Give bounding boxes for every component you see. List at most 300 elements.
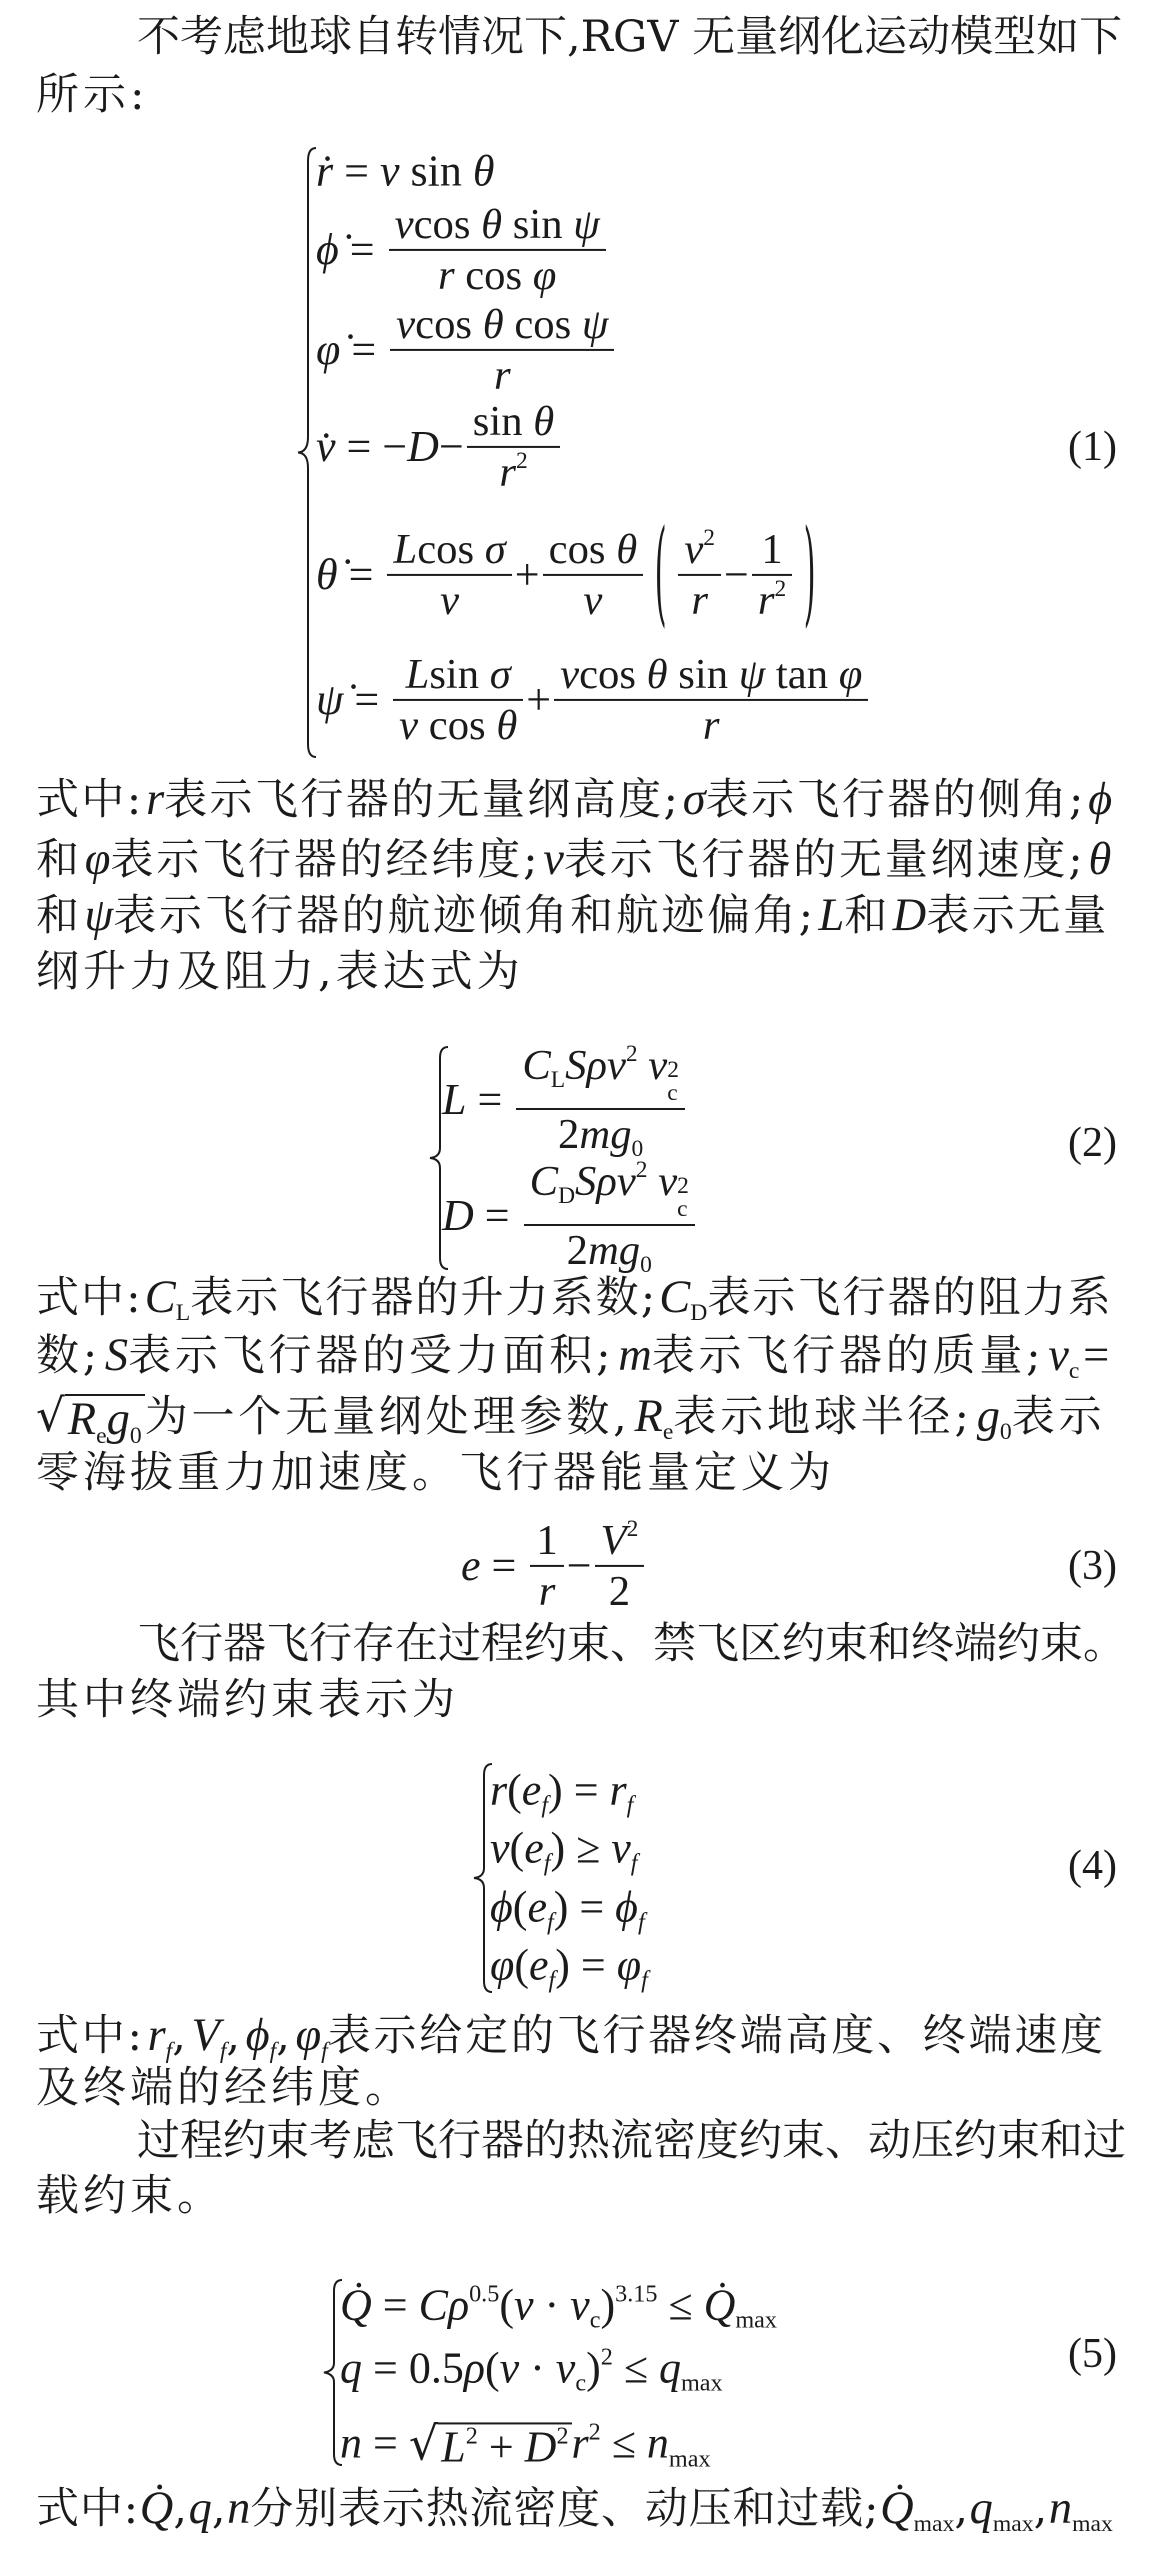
text-run: 所示: bbox=[36, 70, 149, 120]
text-run: , bbox=[954, 2484, 969, 2534]
math-text: cos bbox=[579, 650, 647, 698]
math-symbol bbox=[610, 1110, 644, 1163]
math-text: θ bbox=[472, 146, 495, 196]
equation-row bbox=[316, 506, 824, 640]
text-run: 表示飞行器的质量; bbox=[651, 1331, 1045, 1381]
math-symbol bbox=[555, 2343, 587, 2398]
math-symbol bbox=[647, 650, 668, 699]
math-text: v bbox=[1048, 1330, 1069, 1381]
math-symbol bbox=[140, 2480, 174, 2538]
math-symbol bbox=[525, 2424, 569, 2470]
math-symbol bbox=[336, 422, 408, 473]
math-symbol bbox=[429, 650, 489, 699]
math-text: cos bbox=[454, 252, 533, 299]
square-root bbox=[36, 1387, 145, 1449]
fraction-denominator bbox=[577, 576, 608, 625]
math-symbol bbox=[536, 1516, 557, 1565]
math-symbol bbox=[316, 422, 336, 473]
math-text: θ bbox=[496, 702, 518, 749]
subscript: max bbox=[668, 2445, 711, 2473]
subscript: f bbox=[165, 2038, 173, 2065]
math-symbol bbox=[485, 2344, 500, 2395]
superscript: 2 bbox=[465, 2422, 478, 2450]
math-symbol bbox=[765, 650, 838, 699]
math-text: − bbox=[724, 549, 749, 599]
math-text: cos bbox=[548, 525, 617, 573]
math-symbol bbox=[519, 2344, 556, 2395]
math-symbol bbox=[601, 1516, 639, 1565]
math-text: ( bbox=[514, 1940, 529, 1990]
math-symbol bbox=[502, 200, 573, 249]
math-text: Cρ bbox=[418, 2280, 470, 2330]
equation-number: (5) bbox=[1068, 2331, 1117, 2377]
math-text: 2 bbox=[558, 1110, 580, 1158]
math-text: ) ≥ bbox=[550, 1823, 612, 1873]
left-brace-icon bbox=[296, 147, 318, 758]
text-run: 飞行器飞行存在过程约束、禁飞区约束和终端约束。 bbox=[137, 1619, 1126, 1669]
math-text: cos bbox=[418, 702, 497, 749]
math-symbol bbox=[521, 1765, 549, 1820]
subscript: f bbox=[626, 1792, 634, 1820]
math-text: σ bbox=[484, 525, 506, 573]
math-symbol bbox=[478, 2424, 525, 2470]
subscript: 0 bbox=[631, 1136, 644, 1163]
math-text: C bbox=[529, 1157, 559, 1205]
math-text: r bbox=[757, 577, 775, 624]
fraction-denominator bbox=[552, 1110, 649, 1163]
math-symbol bbox=[340, 325, 387, 376]
math-symbol bbox=[567, 1541, 592, 1592]
math-symbol bbox=[67, 1394, 107, 1449]
math-text: θ bbox=[1088, 834, 1112, 885]
math-symbol bbox=[481, 200, 502, 249]
math-symbol bbox=[514, 2281, 534, 2332]
fraction bbox=[467, 397, 560, 497]
fraction-numerator bbox=[389, 200, 606, 249]
fraction-denominator bbox=[533, 1567, 562, 1616]
math-text: r bbox=[609, 1765, 627, 1815]
math-symbol bbox=[618, 1327, 652, 1385]
text-run: 和 bbox=[36, 835, 82, 885]
text-run: 式中: bbox=[36, 775, 144, 825]
math-symbol bbox=[691, 576, 708, 625]
superscript: 2 bbox=[588, 2418, 601, 2446]
equation-row bbox=[316, 300, 617, 400]
math-symbol bbox=[529, 1940, 556, 1995]
math-symbol bbox=[522, 1041, 566, 1094]
math-text: 1 bbox=[761, 525, 783, 573]
paragraph-line bbox=[137, 2112, 1126, 2170]
fraction-denominator bbox=[603, 1567, 636, 1616]
math-symbol bbox=[1048, 1327, 1079, 1392]
math-text: θ̇ bbox=[316, 549, 338, 599]
text-run: 表示给定的飞行器终端高度、终端速度 bbox=[327, 2011, 1106, 2061]
math-text: r bbox=[499, 449, 516, 496]
fraction bbox=[530, 1516, 563, 1616]
fraction bbox=[752, 525, 792, 625]
math-text: = bbox=[343, 674, 391, 724]
math-text: φ bbox=[84, 834, 111, 885]
math-symbol bbox=[316, 550, 338, 601]
math-symbol bbox=[500, 2344, 520, 2395]
radical-sign-icon: √ bbox=[408, 2416, 439, 2471]
subscript: L bbox=[550, 1067, 566, 1094]
math-text: v bbox=[684, 525, 704, 573]
math-symbol bbox=[227, 2480, 250, 2538]
math-symbol bbox=[189, 2480, 212, 2538]
math-symbol bbox=[609, 1765, 634, 1820]
math-symbol bbox=[473, 397, 533, 446]
fraction bbox=[543, 525, 644, 625]
math-text: ( bbox=[507, 1765, 522, 1815]
math-text: Q̇ bbox=[340, 2280, 372, 2330]
math-text: tan bbox=[765, 650, 839, 698]
math-symbol bbox=[579, 650, 647, 699]
math-text: L bbox=[441, 2422, 466, 2472]
math-text: n bbox=[227, 2483, 251, 2534]
math-text: ) = bbox=[555, 1940, 617, 1990]
math-text: D bbox=[524, 2422, 557, 2472]
math-text: = bbox=[371, 2280, 419, 2330]
subscript: c bbox=[677, 1196, 688, 1223]
math-text: Sρv bbox=[575, 1157, 636, 1205]
math-symbol bbox=[657, 2281, 703, 2332]
math-symbol bbox=[550, 1824, 611, 1875]
math-symbol bbox=[613, 2344, 659, 2395]
right-paren-icon: ) bbox=[803, 506, 816, 640]
fraction-numerator bbox=[530, 1516, 563, 1565]
math-text: Q̇ bbox=[703, 2280, 736, 2330]
superscript: 2 bbox=[515, 448, 528, 475]
math-symbol bbox=[499, 2281, 514, 2332]
paragraph-line bbox=[36, 771, 1117, 829]
equation-row bbox=[490, 1823, 638, 1878]
sub-superscript bbox=[677, 1172, 689, 1223]
superscript: 2 bbox=[703, 525, 716, 552]
math-symbol bbox=[579, 1110, 610, 1159]
paragraph-line bbox=[137, 1615, 1126, 1673]
math-symbol bbox=[393, 525, 417, 574]
math-text: ) bbox=[600, 2280, 616, 2330]
subscript: 0 bbox=[129, 1422, 142, 1449]
math-symbol bbox=[464, 2344, 485, 2395]
math-symbol bbox=[543, 831, 564, 889]
math-symbol bbox=[970, 2480, 1034, 2545]
math-text: ϕ bbox=[245, 2010, 270, 2061]
fraction bbox=[595, 1516, 645, 1616]
math-text: = bbox=[338, 224, 386, 274]
math-symbol bbox=[414, 200, 482, 249]
subscript: f bbox=[630, 1850, 638, 1878]
text-run: , bbox=[276, 2011, 293, 2061]
math-symbol bbox=[583, 576, 602, 625]
math-symbol bbox=[534, 2281, 571, 2332]
text-run: 载约束。 bbox=[36, 2171, 224, 2221]
fraction-numerator bbox=[467, 397, 560, 446]
math-symbol bbox=[684, 525, 715, 574]
radicand bbox=[65, 1394, 145, 1449]
superscript: 2 bbox=[667, 1056, 679, 1083]
equation-row bbox=[340, 2416, 711, 2473]
math-text: r bbox=[538, 1568, 556, 1615]
math-text: v bbox=[490, 1823, 510, 1873]
math-text: sin bbox=[429, 650, 490, 698]
math-symbol bbox=[440, 576, 459, 625]
math-text: · bbox=[533, 2280, 571, 2330]
subscript: f bbox=[543, 1850, 551, 1878]
math-text: V bbox=[600, 1516, 627, 1564]
math-symbol bbox=[558, 1110, 579, 1159]
text-run: 不考虑地球自转情况下,RGV 无量纲化运动模型如下 bbox=[137, 12, 1123, 62]
math-symbol bbox=[407, 422, 439, 473]
math-text: r bbox=[702, 702, 720, 749]
math-symbol bbox=[683, 771, 706, 829]
math-text: φ̇ bbox=[316, 324, 341, 374]
subscript: f bbox=[269, 2038, 277, 2065]
math-symbol bbox=[483, 300, 504, 349]
fraction-numerator bbox=[678, 525, 721, 574]
math-text: v bbox=[611, 1823, 631, 1873]
math-symbol bbox=[659, 1269, 707, 1334]
text-run: 表示 bbox=[1011, 1392, 1106, 1442]
math-symbol bbox=[588, 1226, 619, 1275]
math-symbol bbox=[893, 887, 927, 945]
math-symbol bbox=[439, 422, 464, 473]
fraction-denominator bbox=[561, 1226, 658, 1279]
math-text: r bbox=[691, 577, 708, 624]
equation-number: (1) bbox=[1068, 424, 1117, 470]
math-text: Q̇ bbox=[139, 2483, 174, 2534]
math-text: q bbox=[188, 2483, 212, 2534]
text-run: 表示飞行器的经纬度; bbox=[110, 835, 541, 885]
equation-row bbox=[490, 1765, 634, 1820]
text-run: 及终端的经纬度。 bbox=[36, 2063, 412, 2113]
math-symbol bbox=[609, 1567, 630, 1616]
math-text: e bbox=[524, 1823, 544, 1873]
math-symbol bbox=[417, 525, 485, 574]
math-text: φ bbox=[616, 1940, 642, 1990]
math-symbol bbox=[362, 2419, 409, 2470]
math-text: σ bbox=[682, 774, 706, 825]
math-symbol bbox=[586, 2344, 613, 2395]
math-symbol bbox=[490, 650, 511, 699]
math-text: V bbox=[191, 2010, 220, 2061]
math-text bbox=[648, 1157, 659, 1206]
math-text: = 0.5 bbox=[362, 2343, 464, 2393]
math-text: r bbox=[493, 352, 511, 399]
text-run: 为一个无量纲处理参数, bbox=[144, 1392, 631, 1442]
math-symbol bbox=[466, 1075, 513, 1126]
math-text: q bbox=[969, 2483, 993, 2534]
math-text: v bbox=[499, 2343, 520, 2393]
equation-row bbox=[490, 1940, 648, 1995]
math-symbol bbox=[533, 251, 557, 300]
math-text: D bbox=[442, 1190, 474, 1240]
subscript: f bbox=[541, 1792, 549, 1820]
math-symbol bbox=[474, 1191, 521, 1242]
math-symbol bbox=[724, 550, 749, 601]
math-text: S bbox=[104, 1330, 129, 1381]
math-symbol bbox=[496, 701, 517, 750]
subscript: c bbox=[667, 1080, 678, 1107]
math-text: L bbox=[405, 650, 430, 698]
equation-row bbox=[461, 1516, 647, 1616]
text-run: 式中: bbox=[36, 2484, 139, 2534]
math-text: ( bbox=[509, 1823, 525, 1873]
math-text: v bbox=[543, 834, 564, 885]
math-text: g bbox=[610, 1110, 632, 1158]
subscript: max bbox=[992, 2511, 1034, 2538]
math-text: = bbox=[480, 1540, 528, 1590]
text-run: 分别表示热流密度、动压和过载; bbox=[250, 2484, 880, 2534]
text-run: 式中: bbox=[36, 1273, 143, 1323]
math-symbol bbox=[611, 1823, 638, 1878]
equation-row bbox=[316, 650, 871, 750]
math-text: ) = bbox=[553, 1882, 616, 1932]
math-symbol bbox=[555, 1941, 616, 1992]
superscript: 2 bbox=[774, 576, 787, 603]
math-text: φ bbox=[295, 2010, 322, 2061]
math-symbol bbox=[399, 701, 418, 750]
subscript: c bbox=[1068, 1358, 1080, 1385]
superscript: 2 bbox=[625, 1041, 638, 1068]
equation-row bbox=[316, 200, 609, 300]
math-symbol bbox=[455, 251, 533, 300]
math-text: n bbox=[646, 2418, 669, 2468]
fraction-denominator bbox=[752, 576, 792, 625]
math-symbol bbox=[526, 675, 551, 726]
math-symbol bbox=[582, 300, 609, 349]
math-symbol bbox=[818, 887, 844, 945]
math-symbol bbox=[703, 701, 720, 750]
math-symbol bbox=[600, 2281, 657, 2332]
math-symbol bbox=[485, 525, 506, 574]
math-text: v bbox=[399, 702, 419, 749]
math-text: = bbox=[473, 1190, 521, 1240]
math-symbol bbox=[316, 675, 343, 726]
math-symbol bbox=[372, 2281, 419, 2332]
text-run: 表示飞行器的阻力系 bbox=[707, 1273, 1113, 1323]
math-symbol bbox=[396, 300, 415, 349]
square-root bbox=[409, 2417, 572, 2470]
math-text: g bbox=[618, 1226, 641, 1274]
math-text: g bbox=[106, 1394, 130, 1446]
fraction bbox=[393, 650, 523, 750]
math-text: · bbox=[519, 2343, 556, 2393]
math-symbol bbox=[481, 1541, 528, 1592]
math-text: ϕ bbox=[1088, 774, 1113, 825]
math-symbol bbox=[513, 1883, 528, 1934]
math-symbol bbox=[880, 2480, 954, 2545]
fraction bbox=[678, 525, 721, 625]
math-symbol bbox=[494, 351, 511, 400]
math-text: 1 bbox=[536, 1516, 558, 1564]
math-text: D bbox=[892, 890, 927, 941]
math-text: v bbox=[658, 1157, 678, 1205]
math-symbol bbox=[338, 550, 385, 601]
math-text: r bbox=[571, 2418, 589, 2468]
math-text: = bbox=[340, 324, 388, 374]
text-run: 式中: bbox=[36, 2011, 145, 2061]
math-text: q bbox=[340, 2343, 362, 2393]
math-text: ψ bbox=[738, 650, 766, 698]
math-symbol bbox=[658, 1157, 689, 1224]
math-symbol bbox=[399, 147, 472, 198]
math-symbol bbox=[1088, 831, 1111, 889]
math-text: L bbox=[393, 525, 418, 573]
paragraph-line bbox=[36, 2480, 1117, 2538]
math-symbol bbox=[85, 831, 111, 889]
math-symbol bbox=[515, 550, 540, 601]
fraction-numerator bbox=[400, 650, 517, 699]
math-symbol bbox=[554, 1883, 615, 1934]
text-run: 表示飞行器的航迹倾角和航迹偏角; bbox=[113, 891, 816, 941]
fraction-numerator bbox=[516, 1041, 685, 1108]
math-symbol bbox=[573, 200, 600, 249]
subscript: c bbox=[589, 2307, 601, 2335]
math-text: 2 bbox=[608, 1568, 631, 1615]
fraction-numerator bbox=[387, 525, 511, 574]
paragraph-line bbox=[36, 1387, 1117, 1449]
fraction-denominator bbox=[393, 701, 523, 750]
math-text: v bbox=[379, 146, 400, 196]
math-text: − bbox=[438, 421, 464, 471]
math-text: ( bbox=[484, 2343, 500, 2393]
text-run: 过程约束考虑飞行器的热流密度约束、动压约束和过 bbox=[137, 2116, 1126, 2166]
superscript: 2 bbox=[556, 2422, 569, 2450]
math-symbol bbox=[461, 1541, 481, 1592]
superscript: 2 bbox=[677, 1172, 689, 1199]
math-text: r bbox=[146, 774, 165, 825]
subscript: f bbox=[546, 1909, 554, 1937]
subscript: 0 bbox=[640, 1252, 652, 1279]
math-text: ψ̇ bbox=[316, 674, 344, 724]
math-text: ψ bbox=[573, 200, 600, 248]
equation-row bbox=[316, 147, 494, 198]
math-text: + bbox=[514, 549, 540, 599]
math-symbol bbox=[524, 1823, 551, 1878]
fraction-numerator bbox=[543, 525, 644, 574]
text-run: 和 bbox=[36, 891, 82, 941]
math-text: v bbox=[555, 2343, 576, 2393]
math-symbol bbox=[84, 887, 113, 945]
paragraph-line bbox=[137, 8, 1123, 66]
paragraph-line bbox=[36, 1671, 1117, 1729]
math-text: sin bbox=[399, 146, 473, 196]
math-text: C bbox=[144, 1272, 176, 1323]
math-symbol bbox=[560, 650, 579, 699]
math-symbol bbox=[648, 1041, 679, 1108]
math-symbol bbox=[839, 650, 863, 699]
text-run: , bbox=[1033, 2484, 1049, 2534]
text-run: 表示飞行器的升力系数; bbox=[190, 1273, 658, 1323]
math-text: = bbox=[466, 1074, 514, 1124]
math-text: = bbox=[1083, 1330, 1110, 1381]
math-symbol bbox=[418, 701, 496, 750]
fraction-numerator bbox=[595, 1516, 645, 1565]
math-text: θ bbox=[533, 397, 555, 445]
math-text: θ bbox=[646, 650, 668, 698]
equation-row bbox=[442, 1041, 688, 1163]
subscript: f bbox=[321, 2038, 328, 2065]
math-text: Sρv bbox=[565, 1041, 626, 1089]
math-text: e bbox=[521, 1765, 542, 1815]
math-symbol bbox=[703, 2280, 778, 2335]
math-symbol bbox=[406, 650, 430, 699]
math-text: v bbox=[513, 2280, 534, 2330]
math-text: ṙ bbox=[316, 146, 334, 196]
math-symbol bbox=[510, 1824, 525, 1875]
